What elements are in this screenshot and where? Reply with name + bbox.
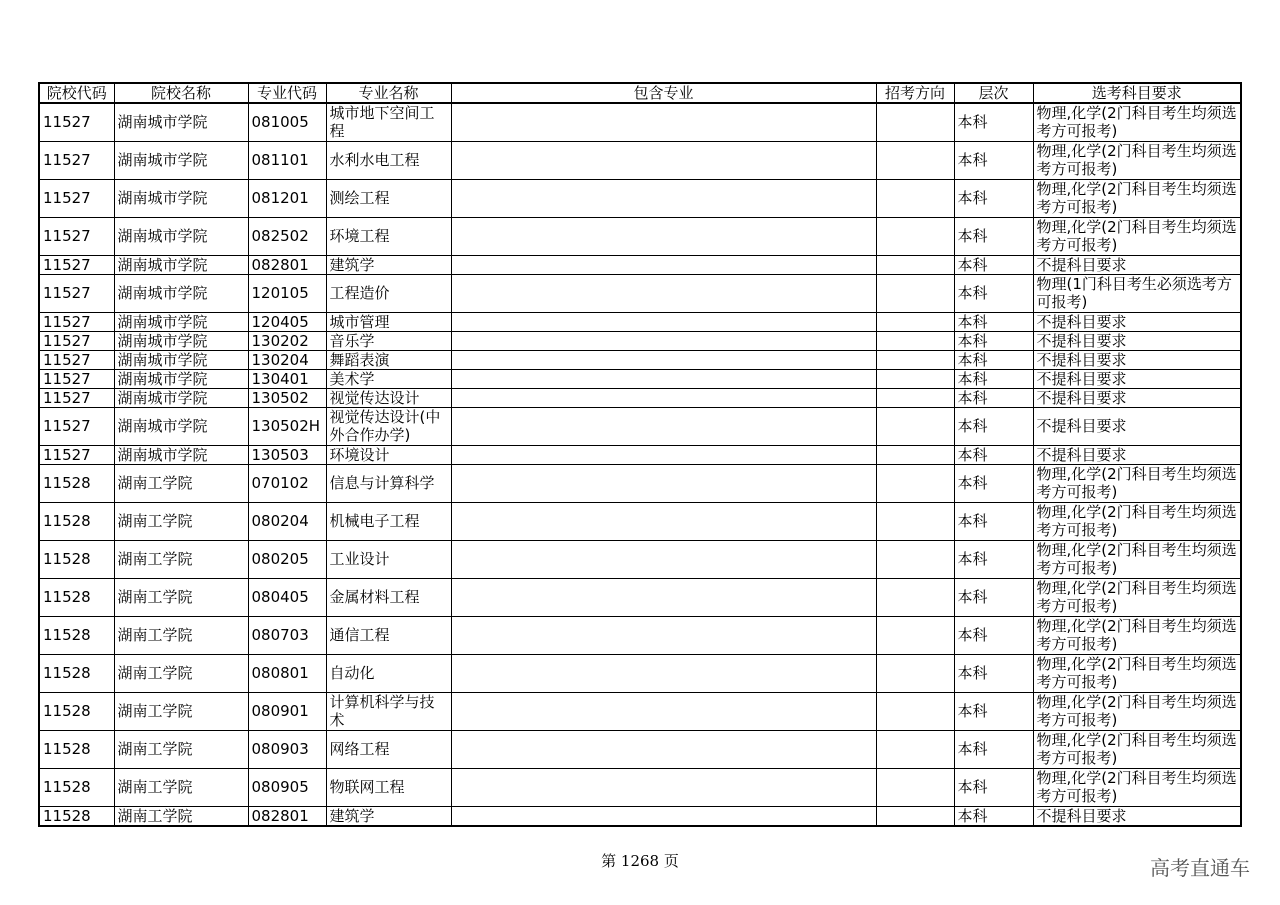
cell-included-majors (451, 369, 876, 388)
cell-major-code: 082801 (248, 806, 326, 826)
cell-included-majors (451, 445, 876, 464)
cell-major-name: 通信工程 (326, 616, 451, 654)
cell-school-code: 11528 (39, 616, 114, 654)
table-row (39, 388, 1241, 407)
cell-direction (876, 350, 954, 369)
cell-school-name: 湖南城市学院 (114, 179, 248, 217)
cell-direction (876, 768, 954, 806)
header-school-code: 院校代码 (39, 83, 114, 103)
cell-major-name: 工业设计 (326, 540, 451, 578)
cell-included-majors (451, 274, 876, 312)
cell-major-name: 环境工程 (326, 217, 451, 255)
cell-major-name: 工程造价 (326, 274, 451, 312)
cell-level: 本科 (954, 464, 1033, 502)
cell-included-majors (451, 255, 876, 274)
cell-school-name: 湖南城市学院 (114, 407, 248, 445)
cell-school-code: 11528 (39, 654, 114, 692)
cell-direction (876, 692, 954, 730)
cell-level: 本科 (954, 654, 1033, 692)
cell-major-code: 082502 (248, 217, 326, 255)
cell-school-code: 11528 (39, 578, 114, 616)
table-row (39, 331, 1241, 350)
cell-school-name: 湖南工学院 (114, 806, 248, 826)
cell-subject-requirement: 物理,化学(2门科目考生均须选考方可报考) (1033, 540, 1241, 578)
cell-school-name: 湖南工学院 (114, 654, 248, 692)
cell-school-name: 湖南工学院 (114, 502, 248, 540)
cell-direction (876, 445, 954, 464)
cell-subject-requirement: 不提科目要求 (1033, 331, 1241, 350)
cell-subject-requirement: 物理,化学(2门科目考生均须选考方可报考) (1033, 464, 1241, 502)
cell-included-majors (451, 179, 876, 217)
table-row (39, 103, 1241, 141)
cell-major-name: 物联网工程 (326, 768, 451, 806)
table-row (39, 768, 1241, 806)
cell-included-majors (451, 540, 876, 578)
cell-subject-requirement: 不提科目要求 (1033, 806, 1241, 826)
cell-major-name: 信息与计算科学 (326, 464, 451, 502)
cell-subject-requirement: 物理,化学(2门科目考生均须选考方可报考) (1033, 141, 1241, 179)
cell-direction (876, 540, 954, 578)
table-row (39, 217, 1241, 255)
cell-school-name: 湖南城市学院 (114, 350, 248, 369)
cell-school-name: 湖南城市学院 (114, 312, 248, 331)
table-row (39, 407, 1241, 445)
header-included-majors: 包含专业 (451, 83, 876, 103)
cell-school-code: 11527 (39, 141, 114, 179)
cell-major-name: 网络工程 (326, 730, 451, 768)
cell-major-code: 080703 (248, 616, 326, 654)
cell-major-code: 080905 (248, 768, 326, 806)
header-level: 层次 (954, 83, 1033, 103)
cell-major-code: 130502 (248, 388, 326, 407)
cell-school-code: 11527 (39, 350, 114, 369)
cell-major-code: 080405 (248, 578, 326, 616)
cell-subject-requirement: 物理(1门科目考生必须选考方可报考) (1033, 274, 1241, 312)
cell-direction (876, 141, 954, 179)
table-row (39, 502, 1241, 540)
cell-school-code: 11528 (39, 768, 114, 806)
cell-major-code: 080901 (248, 692, 326, 730)
cell-major-name: 金属材料工程 (326, 578, 451, 616)
cell-major-name: 机械电子工程 (326, 502, 451, 540)
cell-level: 本科 (954, 331, 1033, 350)
header-major-name: 专业名称 (326, 83, 451, 103)
cell-school-code: 11527 (39, 445, 114, 464)
cell-school-name: 湖南城市学院 (114, 331, 248, 350)
cell-school-name: 湖南工学院 (114, 540, 248, 578)
cell-major-name: 环境设计 (326, 445, 451, 464)
cell-major-name: 测绘工程 (326, 179, 451, 217)
header-direction: 招考方向 (876, 83, 954, 103)
cell-direction (876, 654, 954, 692)
cell-subject-requirement: 物理,化学(2门科目考生均须选考方可报考) (1033, 730, 1241, 768)
cell-school-code: 11527 (39, 217, 114, 255)
cell-school-code: 11527 (39, 274, 114, 312)
cell-direction (876, 730, 954, 768)
cell-direction (876, 806, 954, 826)
cell-direction (876, 369, 954, 388)
cell-school-name: 湖南工学院 (114, 730, 248, 768)
cell-included-majors (451, 768, 876, 806)
cell-major-name: 城市地下空间工程 (326, 103, 451, 141)
cell-level: 本科 (954, 730, 1033, 768)
table-row (39, 369, 1241, 388)
cell-school-name: 湖南城市学院 (114, 369, 248, 388)
cell-included-majors (451, 312, 876, 331)
cell-major-name: 视觉传达设计 (326, 388, 451, 407)
cell-level: 本科 (954, 217, 1033, 255)
cell-level: 本科 (954, 369, 1033, 388)
cell-major-code: 080801 (248, 654, 326, 692)
cell-subject-requirement: 物理,化学(2门科目考生均须选考方可报考) (1033, 692, 1241, 730)
cell-direction (876, 616, 954, 654)
cell-level: 本科 (954, 768, 1033, 806)
cell-subject-requirement: 物理,化学(2门科目考生均须选考方可报考) (1033, 103, 1241, 141)
cell-major-code: 080903 (248, 730, 326, 768)
cell-subject-requirement: 不提科目要求 (1033, 445, 1241, 464)
table-row (39, 616, 1241, 654)
cell-level: 本科 (954, 692, 1033, 730)
cell-major-name: 计算机科学与技术 (326, 692, 451, 730)
cell-direction (876, 331, 954, 350)
cell-included-majors (451, 730, 876, 768)
cell-school-name: 湖南工学院 (114, 464, 248, 502)
cell-direction (876, 274, 954, 312)
cell-school-code: 11528 (39, 540, 114, 578)
cell-school-name: 湖南工学院 (114, 616, 248, 654)
cell-subject-requirement: 物理,化学(2门科目考生均须选考方可报考) (1033, 502, 1241, 540)
cell-school-code: 11527 (39, 255, 114, 274)
cell-level: 本科 (954, 540, 1033, 578)
cell-subject-requirement: 不提科目要求 (1033, 407, 1241, 445)
table-row (39, 312, 1241, 331)
cell-major-name: 音乐学 (326, 331, 451, 350)
cell-major-name: 自动化 (326, 654, 451, 692)
cell-direction (876, 255, 954, 274)
table-row (39, 578, 1241, 616)
table-row (39, 806, 1241, 826)
admissions-table (38, 82, 1242, 827)
cell-major-name: 美术学 (326, 369, 451, 388)
cell-direction (876, 179, 954, 217)
cell-major-code: 130401 (248, 369, 326, 388)
header-school-name: 院校名称 (114, 83, 248, 103)
cell-direction (876, 312, 954, 331)
cell-school-name: 湖南工学院 (114, 692, 248, 730)
cell-school-code: 11528 (39, 464, 114, 502)
cell-school-name: 湖南工学院 (114, 578, 248, 616)
cell-direction (876, 103, 954, 141)
cell-direction (876, 578, 954, 616)
cell-school-name: 湖南工学院 (114, 768, 248, 806)
cell-major-code: 081005 (248, 103, 326, 141)
table-row (39, 255, 1241, 274)
cell-subject-requirement: 物理,化学(2门科目考生均须选考方可报考) (1033, 217, 1241, 255)
cell-included-majors (451, 407, 876, 445)
cell-school-name: 湖南城市学院 (114, 274, 248, 312)
cell-subject-requirement: 物理,化学(2门科目考生均须选考方可报考) (1033, 578, 1241, 616)
cell-school-code: 11527 (39, 103, 114, 141)
cell-level: 本科 (954, 578, 1033, 616)
cell-major-name: 视觉传达设计(中外合作办学) (326, 407, 451, 445)
cell-direction (876, 217, 954, 255)
cell-level: 本科 (954, 388, 1033, 407)
table-row (39, 730, 1241, 768)
cell-subject-requirement: 不提科目要求 (1033, 312, 1241, 331)
cell-school-name: 湖南城市学院 (114, 103, 248, 141)
watermark: 高考直通车 (1150, 856, 1250, 880)
cell-major-code: 130502H (248, 407, 326, 445)
cell-major-code: 120405 (248, 312, 326, 331)
cell-school-code: 11527 (39, 388, 114, 407)
table-row (39, 692, 1241, 730)
cell-subject-requirement: 物理,化学(2门科目考生均须选考方可报考) (1033, 768, 1241, 806)
cell-level: 本科 (954, 255, 1033, 274)
cell-major-name: 建筑学 (326, 255, 451, 274)
cell-level: 本科 (954, 350, 1033, 369)
page-number: 第 1268 页 (601, 852, 679, 870)
cell-included-majors (451, 502, 876, 540)
cell-subject-requirement: 不提科目要求 (1033, 388, 1241, 407)
cell-school-code: 11527 (39, 369, 114, 388)
header-major-code: 专业代码 (248, 83, 326, 103)
cell-school-name: 湖南城市学院 (114, 255, 248, 274)
cell-included-majors (451, 464, 876, 502)
cell-level: 本科 (954, 179, 1033, 217)
cell-included-majors (451, 103, 876, 141)
cell-major-code: 070102 (248, 464, 326, 502)
cell-direction (876, 502, 954, 540)
cell-school-name: 湖南城市学院 (114, 445, 248, 464)
cell-major-name: 水利水电工程 (326, 141, 451, 179)
cell-included-majors (451, 217, 876, 255)
cell-level: 本科 (954, 312, 1033, 331)
cell-major-code: 130202 (248, 331, 326, 350)
cell-direction (876, 464, 954, 502)
cell-major-code: 082801 (248, 255, 326, 274)
cell-major-code: 081201 (248, 179, 326, 217)
cell-direction (876, 388, 954, 407)
cell-major-code: 120105 (248, 274, 326, 312)
cell-subject-requirement: 物理,化学(2门科目考生均须选考方可报考) (1033, 179, 1241, 217)
cell-major-name: 建筑学 (326, 806, 451, 826)
cell-major-code: 080204 (248, 502, 326, 540)
cell-school-code: 11528 (39, 730, 114, 768)
cell-school-code: 11527 (39, 312, 114, 331)
cell-direction (876, 407, 954, 445)
cell-school-code: 11527 (39, 179, 114, 217)
cell-school-code: 11528 (39, 692, 114, 730)
cell-included-majors (451, 578, 876, 616)
table-row (39, 274, 1241, 312)
table-row (39, 464, 1241, 502)
cell-included-majors (451, 616, 876, 654)
cell-included-majors (451, 141, 876, 179)
table-row (39, 540, 1241, 578)
table-row (39, 445, 1241, 464)
cell-subject-requirement: 不提科目要求 (1033, 350, 1241, 369)
cell-included-majors (451, 806, 876, 826)
header-subject-requirement: 选考科目要求 (1033, 83, 1241, 103)
cell-school-code: 11527 (39, 407, 114, 445)
cell-major-name: 城市管理 (326, 312, 451, 331)
table-row (39, 350, 1241, 369)
cell-major-code: 130503 (248, 445, 326, 464)
cell-major-code: 081101 (248, 141, 326, 179)
cell-included-majors (451, 350, 876, 369)
cell-level: 本科 (954, 407, 1033, 445)
cell-level: 本科 (954, 806, 1033, 826)
cell-school-name: 湖南城市学院 (114, 217, 248, 255)
cell-subject-requirement: 不提科目要求 (1033, 369, 1241, 388)
cell-major-code: 130204 (248, 350, 326, 369)
cell-included-majors (451, 692, 876, 730)
cell-subject-requirement: 物理,化学(2门科目考生均须选考方可报考) (1033, 654, 1241, 692)
cell-school-code: 11528 (39, 806, 114, 826)
cell-included-majors (451, 331, 876, 350)
cell-subject-requirement: 不提科目要求 (1033, 255, 1241, 274)
cell-school-name: 湖南城市学院 (114, 388, 248, 407)
table-header-row (39, 83, 1241, 103)
cell-level: 本科 (954, 274, 1033, 312)
cell-included-majors (451, 388, 876, 407)
table-body (39, 103, 1241, 826)
cell-major-code: 080205 (248, 540, 326, 578)
cell-school-code: 11527 (39, 331, 114, 350)
table-row (39, 179, 1241, 217)
cell-subject-requirement: 物理,化学(2门科目考生均须选考方可报考) (1033, 616, 1241, 654)
cell-level: 本科 (954, 141, 1033, 179)
cell-level: 本科 (954, 103, 1033, 141)
cell-major-name: 舞蹈表演 (326, 350, 451, 369)
cell-school-name: 湖南城市学院 (114, 141, 248, 179)
cell-school-code: 11528 (39, 502, 114, 540)
cell-included-majors (451, 654, 876, 692)
cell-level: 本科 (954, 445, 1033, 464)
table-row (39, 141, 1241, 179)
cell-level: 本科 (954, 502, 1033, 540)
table-row (39, 654, 1241, 692)
cell-level: 本科 (954, 616, 1033, 654)
